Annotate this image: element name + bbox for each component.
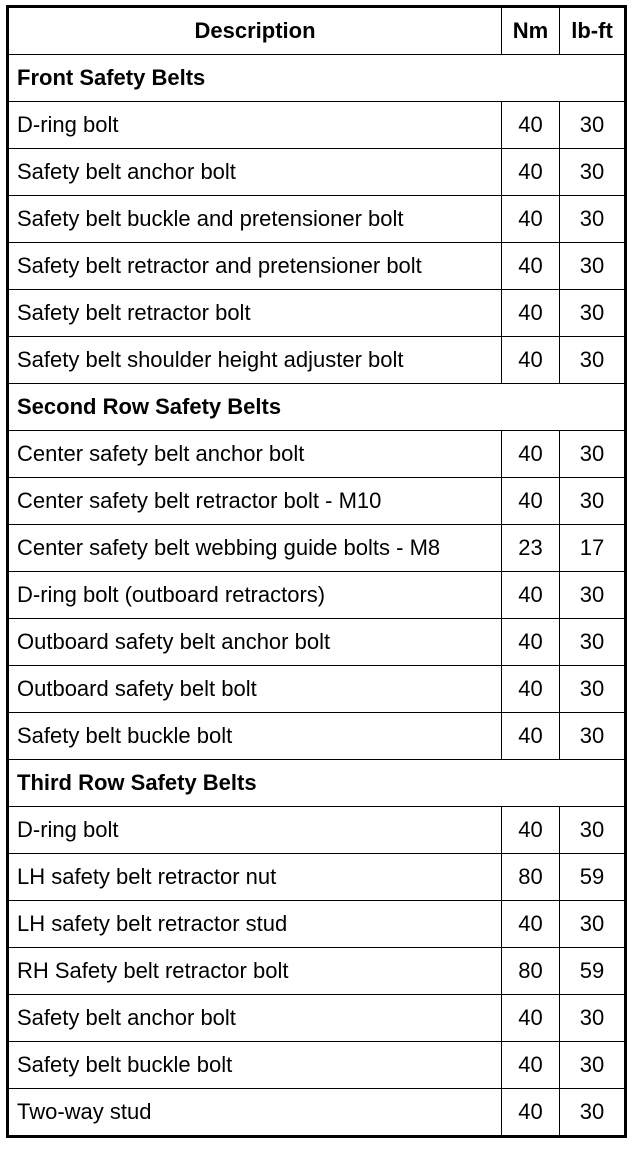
section-title: Front Safety Belts — [8, 55, 626, 102]
table-row — [8, 102, 626, 149]
row-description: Safety belt anchor bolt — [8, 995, 502, 1042]
row-lbft-value: 30 — [560, 196, 626, 243]
row-nm-value: 40 — [502, 149, 560, 196]
section-row — [8, 760, 626, 807]
torque-spec-table — [6, 5, 627, 1138]
row-nm-value: 40 — [502, 196, 560, 243]
row-nm-value: 40 — [502, 290, 560, 337]
header-description: Description — [8, 7, 502, 55]
row-description: Safety belt buckle bolt — [8, 713, 502, 760]
row-description: Safety belt retractor bolt — [8, 290, 502, 337]
row-lbft-value: 30 — [560, 713, 626, 760]
row-lbft-value: 30 — [560, 572, 626, 619]
table-row — [8, 948, 626, 995]
header-nm: Nm — [502, 7, 560, 55]
row-nm-value: 40 — [502, 337, 560, 384]
table-row — [8, 995, 626, 1042]
table-header — [8, 7, 626, 55]
row-description: Outboard safety belt bolt — [8, 666, 502, 713]
row-description: Center safety belt retractor bolt - M10 — [8, 478, 502, 525]
row-lbft-value: 30 — [560, 1089, 626, 1137]
row-nm-value: 40 — [502, 619, 560, 666]
row-description: Safety belt retractor and pretensioner bolt — [8, 243, 502, 290]
row-lbft-value: 30 — [560, 102, 626, 149]
row-lbft-value: 30 — [560, 1042, 626, 1089]
table-row — [8, 149, 626, 196]
row-lbft-value: 30 — [560, 901, 626, 948]
row-description: LH safety belt retractor stud — [8, 901, 502, 948]
row-nm-value: 40 — [502, 431, 560, 478]
row-description: Safety belt shoulder height adjuster bolt — [8, 337, 502, 384]
table-row — [8, 854, 626, 901]
table-row — [8, 572, 626, 619]
row-description: LH safety belt retractor nut — [8, 854, 502, 901]
table-row — [8, 619, 626, 666]
row-description: Safety belt anchor bolt — [8, 149, 502, 196]
row-nm-value: 80 — [502, 854, 560, 901]
row-nm-value: 40 — [502, 713, 560, 760]
table-row — [8, 525, 626, 572]
row-lbft-value: 30 — [560, 290, 626, 337]
section-title: Third Row Safety Belts — [8, 760, 626, 807]
row-lbft-value: 17 — [560, 525, 626, 572]
table-row — [8, 713, 626, 760]
row-nm-value: 40 — [502, 243, 560, 290]
table-row — [8, 243, 626, 290]
row-description: D-ring bolt — [8, 807, 502, 854]
row-lbft-value: 30 — [560, 666, 626, 713]
table-row — [8, 196, 626, 243]
row-description: RH Safety belt retractor bolt — [8, 948, 502, 995]
row-nm-value: 40 — [502, 807, 560, 854]
table-row — [8, 1042, 626, 1089]
row-lbft-value: 30 — [560, 995, 626, 1042]
row-lbft-value: 59 — [560, 854, 626, 901]
row-nm-value: 40 — [502, 478, 560, 525]
table-body — [8, 55, 626, 1137]
row-description: Outboard safety belt anchor bolt — [8, 619, 502, 666]
table-row — [8, 478, 626, 525]
row-description: D-ring bolt — [8, 102, 502, 149]
row-description: Two-way stud — [8, 1089, 502, 1137]
section-row — [8, 384, 626, 431]
row-nm-value: 40 — [502, 995, 560, 1042]
row-description: Safety belt buckle bolt — [8, 1042, 502, 1089]
row-nm-value: 40 — [502, 1089, 560, 1137]
section-row — [8, 55, 626, 102]
row-lbft-value: 30 — [560, 431, 626, 478]
table-row — [8, 290, 626, 337]
row-lbft-value: 30 — [560, 243, 626, 290]
header-lbft: lb-ft — [560, 7, 626, 55]
row-lbft-value: 30 — [560, 619, 626, 666]
row-nm-value: 80 — [502, 948, 560, 995]
row-nm-value: 40 — [502, 102, 560, 149]
row-lbft-value: 30 — [560, 478, 626, 525]
table-row — [8, 337, 626, 384]
header-row — [8, 7, 626, 55]
row-description: Center safety belt webbing guide bolts - M8 — [8, 525, 502, 572]
row-description: D-ring bolt (outboard retractors) — [8, 572, 502, 619]
table-row — [8, 1089, 626, 1137]
table-row — [8, 431, 626, 478]
row-lbft-value: 59 — [560, 948, 626, 995]
row-lbft-value: 30 — [560, 337, 626, 384]
row-nm-value: 23 — [502, 525, 560, 572]
row-nm-value: 40 — [502, 1042, 560, 1089]
table-row — [8, 901, 626, 948]
row-lbft-value: 30 — [560, 807, 626, 854]
table-row — [8, 666, 626, 713]
row-nm-value: 40 — [502, 901, 560, 948]
row-lbft-value: 30 — [560, 149, 626, 196]
row-nm-value: 40 — [502, 572, 560, 619]
row-nm-value: 40 — [502, 666, 560, 713]
row-description: Safety belt buckle and pretensioner bolt — [8, 196, 502, 243]
section-title: Second Row Safety Belts — [8, 384, 626, 431]
table-row — [8, 807, 626, 854]
row-description: Center safety belt anchor bolt — [8, 431, 502, 478]
